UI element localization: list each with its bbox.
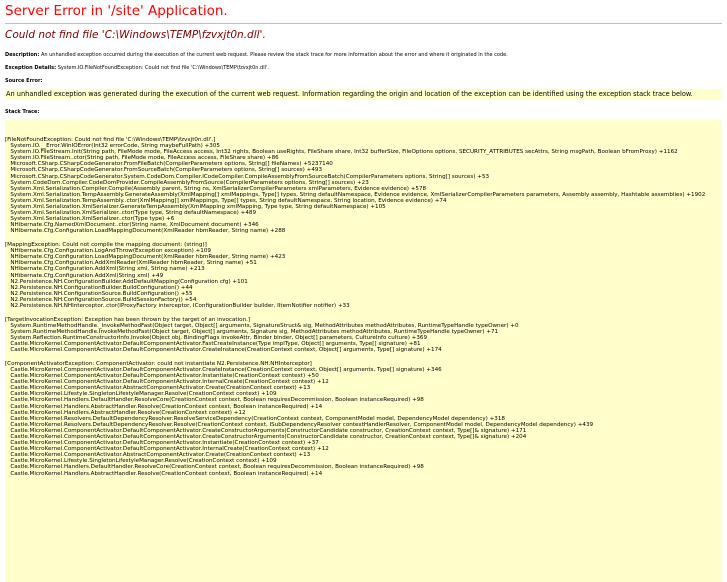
stack-trace-frame-line: Microsoft.CSharp.CSharpCodeGenerator.FromFileBatch(CompilerParameters options, String[] fileNames) +5237140 [5, 161, 333, 168]
stack-trace-frame-line: Castle.MicroKernel.Lifestyle.SingletonLifestyleManager.Resolve(CreationContext context) +109 [5, 458, 277, 465]
stack-trace-frame-line: Microsoft.CSharp.CSharpCodeGenerator.FromSourceBatch(CompilerParameters options, String[] sources) +493 [5, 167, 323, 174]
stack-trace-frame-line: Castle.MicroKernel.Resolvers.DefaultDependencyResolver.Resolve(CreationContext context, ISubDependencyResolver contextHandlerResolver, ComponentModel model, DependencyModel dependency) +439 [5, 421, 594, 428]
stack-trace-frame-line: Castle.MicroKernel.ComponentActivator.DefaultComponentActivator.InternalCreate(CreationContext context) +12 [5, 446, 329, 453]
stack-trace-block [5, 361, 722, 477]
stack-trace-frame-line: Castle.MicroKernel.Lifestyle.SingletonLifestyleManager.Resolve(CreationContext context) +109 [5, 391, 277, 398]
stack-trace-frame-line: Castle.MicroKernel.Handlers.AbstractHandler.Resolve(CreationContext context, Boolean instanceRequired) +14 [5, 470, 323, 477]
stack-trace-frame-line: System.Xml.Serialization.XmlSerializer..ctor(Type type) +6 [5, 216, 175, 223]
stack-trace-spacer [5, 235, 722, 243]
exception-details-label: Exception Details: [5, 65, 57, 71]
stack-trace-block [5, 137, 722, 235]
error-message: Could not find file 'C:\Windows\TEMP\fzvxjt0n.dll'. [5, 29, 266, 41]
stack-trace-frame-line: Castle.MicroKernel.Handlers.AbstractHandler.Resolve(CreationContext context, Boolean instanceRequired) +14 [5, 403, 323, 410]
stack-trace-frame-line: Castle.MicroKernel.Handlers.AbstractHandler.Resolve(CreationContext context) +12 [5, 409, 246, 416]
stack-trace-frame-line: System.IO.FileStream.Init(String path, FileMode mode, FileAccess access, Int32 rights, Boolean useRights, FileShare share, Int32 bufferSize, FileOptions options, SECURITY_ATTRIBUTES secAttrs, String msgPath, Boolean bFromProxy) +1162 [5, 149, 678, 156]
stack-trace-frame-line: System.RuntimeMethodHandle.InvokeMethodFast(Object target, Object[] arguments, Signature sig, MethodAttributes methodAttributes, RuntimeTypeHandle typeOwner) +71 [5, 328, 499, 335]
stack-trace-frame-line: Castle.MicroKernel.ComponentActivator.DefaultComponentActivator.Instantiate(CreationContext context) +37 [5, 440, 319, 447]
stack-trace-frame-line: Castle.MicroKernel.ComponentActivator.DefaultComponentActivator.CreateConstructorArguments(ConstructorCandidate constructor, CreationContext context, Type[]& signature) +204 [5, 434, 527, 440]
stack-trace-frame-line: N2.Persistence.NH.NHInterceptor..ctor(IProxyFactory interceptor, IConfigurationBuilder builder, IItemNotifier notifier) +33 [5, 303, 350, 310]
stack-trace-exception-line: [FileNotFoundException: Could not find file 'C:\Windows\TEMP\fzvxjt0n.dll'.] [5, 137, 216, 143]
stack-trace-frame-line: System.IO.FileStream..ctor(String path, FileMode mode, FileAccess access, FileShare share) +86 [5, 155, 279, 162]
stack-trace-frame-line: Castle.MicroKernel.ComponentActivator.DefaultComponentActivator.CreateInstance(CreationContext context, Object[] arguments, Type[] signature) +346 [5, 366, 442, 373]
stack-trace-frame-line: Castle.MicroKernel.Resolvers.DefaultDependencyResolver.ResolveServiceDependency(CreationContext context, ComponentModel model, DependencyModel dependency) +318 [5, 415, 505, 422]
stack-trace-frame-line: NHibernate.Cfg.NamedXmlDocument..ctor(String name, XmlDocument document) +346 [5, 222, 259, 229]
exception-details-text: System.IO.FileNotFoundException: Could not find file 'C:\Windows\TEMP\fzvxjt0n.dll'. [57, 65, 269, 71]
stack-trace-frame-line: System.RuntimeMethodHandle._InvokeMethodFast(Object target, Object[] arguments, SignatureStruct& sig, MethodAttributes methodAttributes, RuntimeTypeHandle typeOwner) +0 [5, 322, 519, 329]
stack-trace-frame-line: NHibernate.Cfg.Configuration.LogAndThrow(Exception exception) +109 [5, 248, 211, 255]
stack-trace-frame-line: Castle.MicroKernel.Handlers.DefaultHandler.ResolveCore(CreationContext context, Boolean requiresDecommission, Boolean instanceRequired) +98 [5, 397, 424, 404]
source-error-label: Source Error: [5, 78, 43, 84]
stack-trace-frame-line: Castle.MicroKernel.Handlers.DefaultHandler.ResolveCore(CreationContext context, Boolean requiresDecommission, Boolean instanceRequired) +98 [5, 464, 424, 471]
stack-trace-frame-line: Microsoft.CSharp.CSharpCodeGenerator.System.CodeDom.Compiler.ICodeCompiler.CompileAssemblyFromSourceBatch(CompilerParameters options, String[] sources) +53 [5, 173, 490, 180]
stack-trace-block [5, 317, 722, 354]
stack-trace-frame-line: NHibernate.Cfg.Configuration.AddXml(String xml, String name) +213 [5, 266, 205, 273]
stack-trace-spacer [5, 309, 722, 317]
source-error-box: An unhandled exception was generated during the execution of the current web request. Information regarding the origin and location of the exception can be identified using the exception stack trace below. [5, 89, 722, 100]
stack-trace-frame-line: System.Xml.Serialization.TempAssembly..ctor(XmlMapping[] xmlMappings, Type[] types, String defaultNamespace, String location, Evidence evidence) +74 [5, 197, 447, 204]
exception-details-section [5, 65, 722, 72]
stack-trace-frame-line: NHibernate.Cfg.Configuration.AddXml(String xml) +49 [5, 272, 164, 279]
stack-trace-block [5, 242, 722, 309]
stack-trace-exception-line: [MappingException: Could not compile the mapping document: (string)] [5, 242, 207, 249]
stack-trace-frame-line: N2.Persistence.NH.ConfigurationSource.BuildSessionFactory() +54 [5, 296, 197, 303]
description-text: An unhandled exception occurred during the execution of the current web request. Please review the stack trace for more information about the error and where it originated in the code. [40, 52, 508, 58]
stack-trace-frame-line: NHibernate.Cfg.Configuration.LoadMappingDocument(XmlReader hbmReader, String name) +288 [5, 228, 286, 235]
stack-trace-frame-line: N2.Persistence.NH.ConfigurationSource.BuildConfiguration() +55 [5, 290, 193, 297]
stack-trace-frame-line: System.CodeDom.Compiler.CodeDomProvider.CompileAssemblyFromSource(CompilerParameters options, String[] sources) +23 [5, 179, 369, 186]
stack-trace-frame-line: System.Xml.Serialization.XmlSerializer..ctor(Type type, String defaultNamespace) +489 [5, 210, 257, 217]
stack-trace-frame-line: NHibernate.Cfg.Configuration.LoadMappingDocument(XmlReader hbmReader, String name) +423 [5, 254, 286, 261]
stack-trace-spacer [5, 353, 722, 361]
stack-trace-frame-line: Castle.MicroKernel.ComponentActivator.DefaultComponentActivator.CreateInstance(CreationContext context, Object[] arguments, Type[] signature) +174 [5, 347, 442, 354]
stack-trace-frame-line: Castle.MicroKernel.ComponentActivator.DefaultComponentActivator.InternalCreate(CreationContext context) +12 [5, 379, 329, 386]
stack-trace-frame-line: Castle.MicroKernel.ComponentActivator.DefaultComponentActivator.FastCreateInstance(Type implType, Object[] arguments, Type[] signature) +81 [5, 341, 421, 348]
stack-trace-label: Stack Trace: [5, 109, 40, 115]
stack-trace-exception-line: [TargetInvocationException: Exception has been thrown by the target of an invocation.] [5, 316, 251, 323]
stack-trace-frame-line: N2.Persistence.NH.ConfigurationBuilder.BuildConfiguration() +44 [5, 284, 193, 291]
stack-trace-exception-line: [ComponentActivatorException: ComponentActivator: could not instantiate N2.Persistence.NH.NHInterceptor] [5, 360, 312, 367]
stack-trace-frame-line: N2.Persistence.NH.ConfigurationBuilder.AddDefaultMapping(Configuration cfg) +101 [5, 278, 248, 285]
stack-trace-frame-line: System.IO.__Error.WinIOError(Int32 errorCode, String maybeFullPath) +305 [5, 143, 220, 150]
description-section [5, 52, 722, 59]
stack-trace-frame-line: System.Xml.Serialization.XmlSerializer.GenerateTempAssembly(XmlMapping xmlMapping, Type type, String defaultNamespace) +105 [5, 204, 386, 211]
stack-trace-frame-line: Castle.MicroKernel.ComponentActivator.AbstractComponentActivator.Create(CreationContext context) +13 [5, 385, 311, 392]
stack-trace-frame-line: System.Reflection.RuntimeConstructorInfo.Invoke(Object obj, BindingFlags invokeAttr, Binder binder, Object[] parameters, CultureInfo culture) +369 [5, 335, 428, 341]
stack-trace-frame-line: System.Xml.Serialization.Compiler.Compile(Assembly parent, String ns, XmlSerializerCompilerParameters xmlParameters, Evidence evidence) +578 [5, 185, 427, 192]
title-divider [5, 23, 722, 24]
stack-trace-frame-line: System.Xml.Serialization.TempAssembly.GenerateAssembly(XmlMapping[] xmlMappings, Type[] types, String defaultNamespace, Evidence evidence, XmlSerializerCompilerParameters parameters, Assembly assembly, Hashtable assemblies) +1902 [5, 191, 706, 198]
stack-trace-frame-line: NHibernate.Cfg.Configuration.AddXmlReader(XmlReader hbmReader, String name) +51 [5, 260, 257, 267]
stack-trace-box [5, 120, 722, 582]
stack-trace-frame-line: Castle.MicroKernel.ComponentActivator.AbstractComponentActivator.Create(CreationContext context) +13 [5, 452, 311, 459]
description-label: Description: [5, 52, 40, 58]
stack-trace-frame-line: Castle.MicroKernel.ComponentActivator.DefaultComponentActivator.Instantiate(CreationContext context) +50 [5, 373, 319, 380]
stack-trace-frame-line: Castle.MicroKernel.ComponentActivator.DefaultComponentActivator.CreateConstructorArguments(ConstructorCandidate constructor, CreationContext context, Type[]& signature) +171 [5, 427, 527, 434]
page-title: Server Error in '/site' Application. [5, 3, 228, 19]
